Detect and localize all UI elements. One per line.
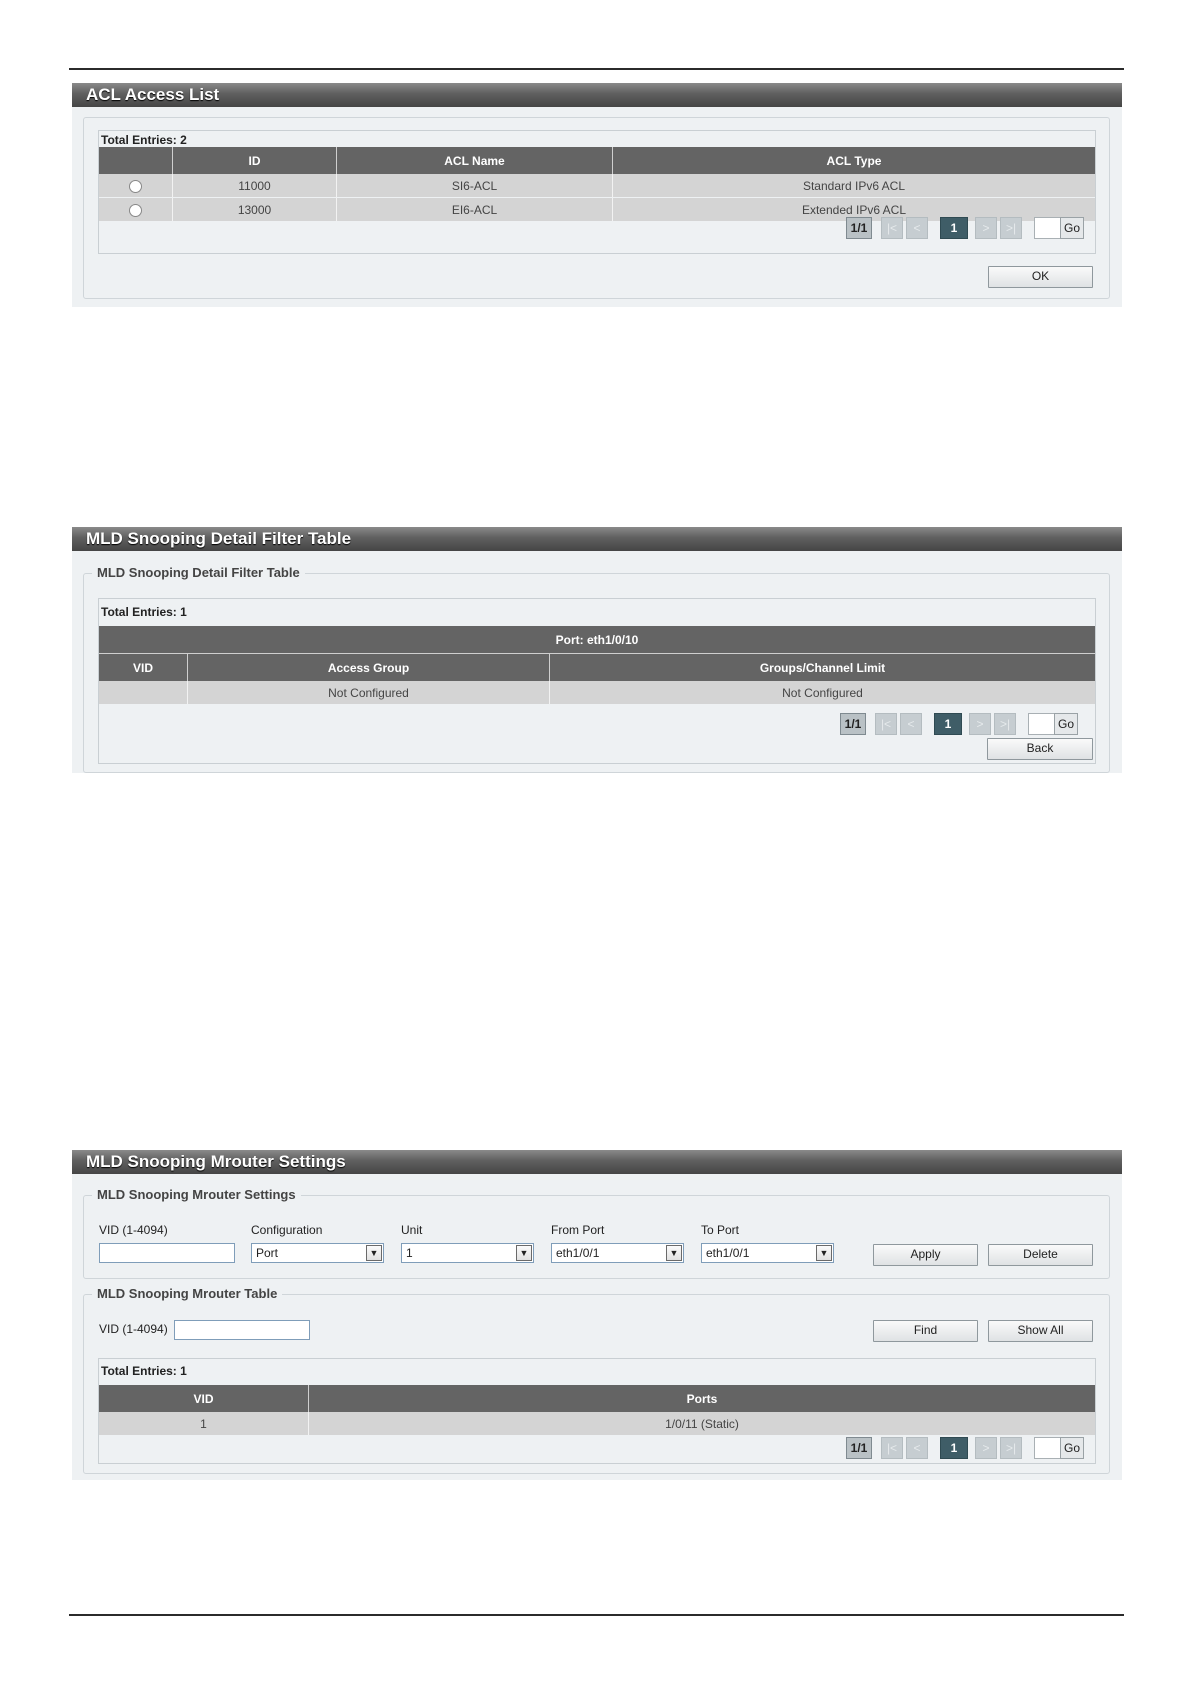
from-port-label: From Port	[551, 1223, 605, 1237]
delete-button[interactable]: Delete	[988, 1244, 1093, 1266]
port-header: Port: eth1/0/10	[99, 626, 1095, 654]
filter-table	[99, 626, 1095, 705]
last-page-button[interactable]: >|	[994, 713, 1016, 735]
page-number-input[interactable]	[1028, 713, 1056, 735]
page-count: 1/1	[846, 217, 872, 239]
unit-value: 1	[406, 1246, 413, 1260]
chevron-down-icon[interactable]: ▼	[816, 1245, 832, 1261]
page-number-input[interactable]	[1034, 217, 1062, 239]
to-port-label: To Port	[701, 1223, 740, 1237]
vid-cell: 1	[99, 1412, 309, 1436]
acl-fieldset	[83, 117, 1110, 299]
unit-select[interactable]	[401, 1243, 534, 1263]
acl-id-cell: 11000	[173, 174, 337, 198]
chevron-down-icon[interactable]: ▼	[516, 1245, 532, 1261]
vid-cell	[99, 681, 188, 705]
page-number-input[interactable]	[1034, 1437, 1062, 1459]
ok-button[interactable]: OK	[988, 266, 1093, 288]
current-page[interactable]: 1	[940, 1437, 968, 1459]
next-page-button[interactable]: >	[975, 217, 997, 239]
acl-name-cell: SI6-ACL	[337, 174, 613, 198]
acl-id-cell: 13000	[173, 198, 337, 222]
table-row	[99, 1412, 1095, 1436]
mld-detail-filter-panel	[72, 527, 1122, 773]
next-page-button[interactable]: >	[975, 1437, 997, 1459]
acl-table-box	[98, 130, 1096, 254]
pagination	[846, 1437, 1092, 1459]
page-count: 1/1	[840, 713, 866, 735]
fieldset-legend: MLD Snooping Mrouter Table	[92, 1286, 282, 1301]
to-port-select[interactable]	[701, 1243, 834, 1263]
pagination	[840, 713, 1086, 735]
table-row[interactable]	[99, 174, 1095, 198]
fieldset-legend: MLD Snooping Mrouter Settings	[92, 1187, 301, 1202]
mld-mrouter-panel	[72, 1150, 1122, 1480]
total-entries: Total Entries: 2	[101, 133, 187, 147]
column-header-groups-channel-limit: Groups/Channel Limit	[550, 654, 1096, 682]
from-port-value: eth1/0/1	[556, 1246, 600, 1260]
row-select-radio-cell[interactable]	[99, 198, 173, 222]
page-count: 1/1	[846, 1437, 872, 1459]
mrouter-table	[99, 1385, 1095, 1436]
row-select-radio[interactable]	[129, 204, 142, 217]
total-entries: Total Entries: 1	[101, 1364, 187, 1378]
go-button[interactable]: Go	[1060, 1437, 1084, 1459]
filter-table-box	[98, 598, 1096, 764]
current-page[interactable]: 1	[934, 713, 962, 735]
last-page-button[interactable]: >|	[1000, 1437, 1022, 1459]
from-port-select[interactable]	[551, 1243, 684, 1263]
groups-channel-limit-cell: Not Configured	[550, 681, 1096, 705]
prev-page-button[interactable]: <	[906, 217, 928, 239]
show-all-button[interactable]: Show All	[988, 1320, 1093, 1342]
filter-fieldset	[83, 565, 1110, 773]
column-header-vid: VID	[99, 654, 188, 682]
panel-title: MLD Snooping Detail Filter Table	[72, 527, 1122, 551]
panel-title: MLD Snooping Mrouter Settings	[72, 1150, 1122, 1174]
row-select-radio-cell[interactable]	[99, 174, 173, 198]
find-vid-input[interactable]	[174, 1320, 310, 1340]
vid-input[interactable]	[99, 1243, 235, 1263]
column-header-acl-type: ACL Type	[613, 147, 1096, 174]
mrouter-settings-fieldset	[83, 1187, 1110, 1279]
first-page-button[interactable]: |<	[881, 1437, 903, 1459]
find-button[interactable]: Find	[873, 1320, 978, 1342]
pagination	[846, 217, 1092, 239]
chevron-down-icon[interactable]: ▼	[666, 1245, 682, 1261]
acl-access-list-panel	[72, 83, 1122, 307]
fieldset-legend: MLD Snooping Detail Filter Table	[92, 565, 305, 580]
current-page[interactable]: 1	[940, 217, 968, 239]
prev-page-button[interactable]: <	[900, 713, 922, 735]
go-button[interactable]: Go	[1060, 217, 1084, 239]
to-port-value: eth1/0/1	[706, 1246, 750, 1260]
page-bottom-rule	[69, 1614, 1124, 1616]
chevron-down-icon[interactable]: ▼	[366, 1245, 382, 1261]
column-header-access-group: Access Group	[188, 654, 550, 682]
column-header-vid: VID	[99, 1385, 309, 1412]
prev-page-button[interactable]: <	[906, 1437, 928, 1459]
acl-table	[99, 147, 1095, 222]
vid-label: VID (1-4094)	[99, 1223, 168, 1237]
last-page-button[interactable]: >|	[1000, 217, 1022, 239]
first-page-button[interactable]: |<	[875, 713, 897, 735]
acl-type-cell: Extended IPv6 ACL	[613, 198, 1096, 222]
back-button[interactable]: Back	[987, 738, 1093, 760]
column-header-id: ID	[173, 147, 337, 174]
access-group-cell: Not Configured	[188, 681, 550, 705]
table-row	[99, 681, 1095, 705]
configuration-value: Port	[256, 1246, 279, 1260]
acl-name-cell: EI6-ACL	[337, 198, 613, 222]
ports-cell: 1/0/11 (Static)	[309, 1412, 1096, 1436]
row-select-radio[interactable]	[129, 180, 142, 193]
mrouter-table-box	[98, 1358, 1096, 1464]
first-page-button[interactable]: |<	[881, 217, 903, 239]
configuration-label: Configuration	[251, 1223, 323, 1237]
unit-label: Unit	[401, 1223, 423, 1237]
apply-button[interactable]: Apply	[873, 1244, 978, 1266]
column-header-ports: Ports	[309, 1385, 1096, 1412]
find-vid-label: VID (1-4094)	[99, 1322, 168, 1336]
acl-type-cell: Standard IPv6 ACL	[613, 174, 1096, 198]
panel-title: ACL Access List	[72, 83, 1122, 107]
column-header-acl-name: ACL Name	[337, 147, 613, 174]
next-page-button[interactable]: >	[969, 713, 991, 735]
go-button[interactable]: Go	[1054, 713, 1078, 735]
page-top-rule	[69, 68, 1124, 70]
configuration-select[interactable]	[251, 1243, 384, 1263]
total-entries: Total Entries: 1	[101, 605, 187, 619]
mrouter-table-fieldset	[83, 1286, 1110, 1474]
select-column-header	[99, 147, 173, 174]
